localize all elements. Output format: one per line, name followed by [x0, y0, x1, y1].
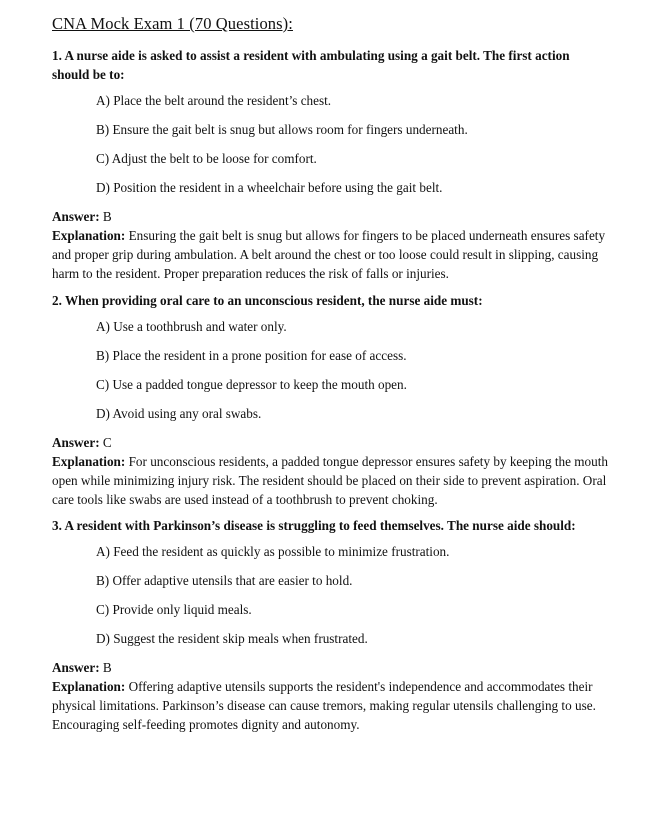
explanation-label: Explanation: — [52, 228, 126, 243]
option-item: D) Avoid using any oral swabs. — [96, 406, 262, 421]
option-item: C) Use a padded tongue depressor to keep the mouth open. — [96, 377, 407, 392]
option-item: B) Ensure the gait belt is snug but allows room for fingers underneath. — [96, 122, 468, 137]
option-item: D) Suggest the resident skip meals when frustrated. — [96, 631, 368, 646]
question-text: 2. When providing oral care to an unconscious resident, the nurse aide must: — [52, 293, 483, 308]
answer-label: Answer: — [52, 660, 100, 675]
answer-line — [52, 433, 632, 452]
explanation-label: Explanation: — [52, 454, 126, 469]
option-list — [52, 542, 632, 648]
explanation — [52, 677, 617, 734]
explanation-text: For unconscious residents, a padded tongue depressor ensures safety by keeping the mouth open while minimizing injury risk. The resident should be placed on their side to prevent aspiration. Oral care tools like swabs are used instead of a toothbrush to prevent choking. — [52, 454, 608, 507]
answer-value: C — [102, 435, 112, 450]
answer-line — [52, 658, 632, 677]
page-title: CNA Mock Exam 1 (70 Questions): — [52, 14, 293, 33]
question-text: 3. A resident with Parkinson’s disease is struggling to feed themselves. The nurse aide should: — [52, 518, 576, 533]
answer-value: B — [102, 660, 112, 675]
answer-value: B — [102, 209, 112, 224]
question-block — [52, 516, 632, 734]
answer-label: Answer: — [52, 435, 100, 450]
explanation-label: Explanation: — [52, 679, 126, 694]
option-item: D) Position the resident in a wheelchair before using the gait belt. — [96, 180, 443, 195]
option-item: B) Offer adaptive utensils that are easier to hold. — [96, 573, 353, 588]
explanation-text: Ensuring the gait belt is snug but allows for fingers to be placed underneath ensures safety and proper grip during ambulation. A belt around the chest or too loose could result in slipping, causing harm to the resident. Proper preparation reduces the risk of falls or injuries. — [52, 228, 606, 281]
answer-line — [52, 207, 632, 226]
answer-label: Answer: — [52, 209, 100, 224]
question-block — [52, 291, 632, 509]
question-block — [52, 46, 632, 283]
option-item: B) Place the resident in a prone position for ease of access. — [96, 348, 407, 363]
option-item: A) Feed the resident as quickly as possible to minimize frustration. — [96, 544, 450, 559]
option-item: A) Use a toothbrush and water only. — [96, 319, 287, 334]
explanation — [52, 226, 617, 283]
question-text: 1. A nurse aide is asked to assist a resident with ambulating using a gait belt. The first action should be to: — [52, 48, 570, 82]
option-list — [52, 91, 632, 197]
explanation-text: Offering adaptive utensils supports the resident's independence and accommodates their physical limitations. Parkinson’s disease can cause tremors, making regular utensils challenging to use. Encouraging self-feeding promotes dignity and autonomy. — [52, 679, 596, 732]
option-list — [52, 317, 632, 423]
option-item: A) Place the belt around the resident’s chest. — [96, 93, 332, 108]
option-item: C) Adjust the belt to be loose for comfort. — [96, 151, 317, 166]
explanation — [52, 452, 617, 509]
option-item: C) Provide only liquid meals. — [96, 602, 252, 617]
